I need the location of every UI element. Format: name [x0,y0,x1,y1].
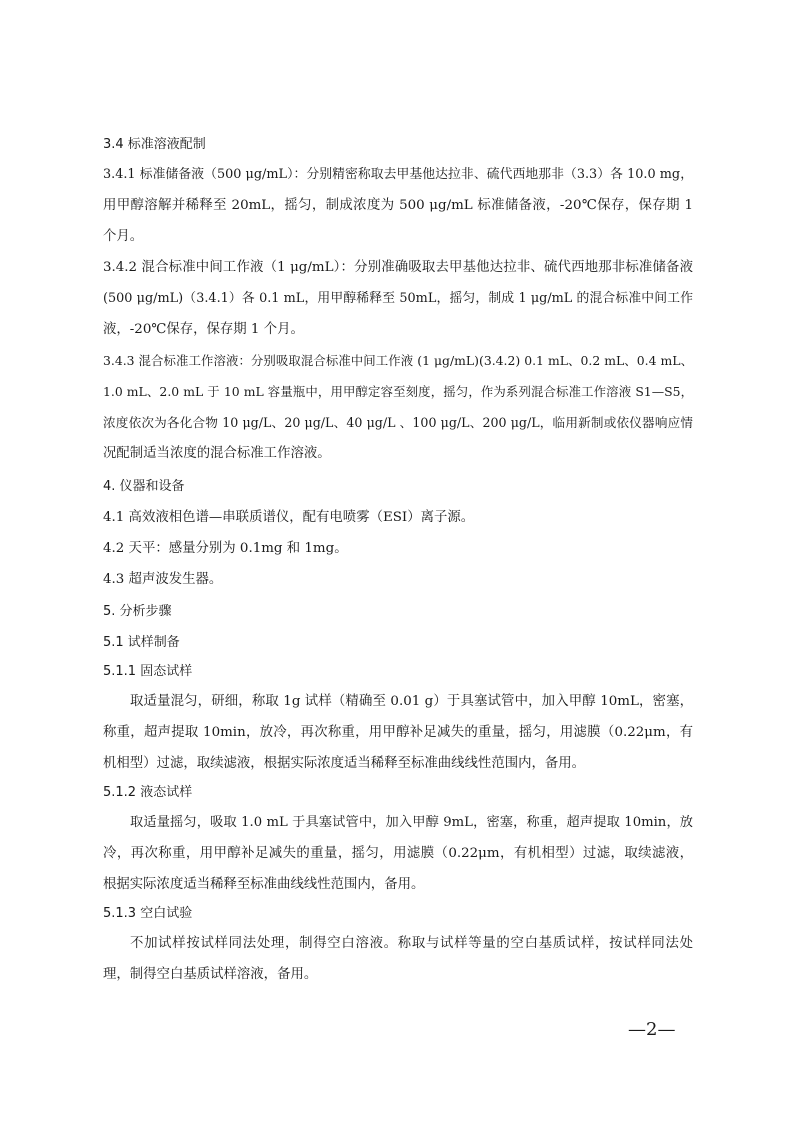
section-heading-3-4: 3.4 标准溶液配制 [103,137,206,152]
item-4-1: 4.1 高效液相色谱—串联质谱仪，配有电喷雾（ESI）离子源。 [103,510,475,525]
paragraph-3-4-1-line-2: 用甲醇溶解并稀释至 20mL，摇匀，制成浓度为 500 μg/mL 标准储备液，-20℃保存，保存期 1 [103,198,693,213]
paragraph-5-1-1-line-2: 称重，超声提取 10min，放冷，再次称重，用甲醇补足减失的重量，摇匀，用滤膜（0.22μm，有 [103,725,693,740]
paragraph-5-1-2-line-1: 取适量摇匀，吸取 1.0 mL 于具塞试管中，加入甲醇 9mL，密塞，称重，超声提取 10min，放 [130,815,693,830]
paragraph-3-4-2-line-2: (500 μg/mL)（3.4.1）各 0.1 mL，用甲醇稀释至 50mL，摇匀，制成 1 μg/mL 的混合标准中间工作 [103,291,693,306]
paragraph-3-4-1-line-3: 个月。 [103,229,144,244]
paragraph-5-1-2-line-2: 冷，再次称重，用甲醇补足减失的重量，摇匀，用滤膜（0.22μm，有机相型）过滤，取续滤液， [103,846,693,861]
paragraph-3-4-2-line-1: 3.4.2 混合标准中间工作液（1 μg/mL）：分别准确吸取去甲基他达拉非、硫代西地那非标准储备液 [103,260,693,275]
paragraph-5-1-3-line-2: 理，制得空白基质试样溶液，备用。 [103,967,318,982]
paragraph-3-4-3-line-4: 况配制适当浓度的混合标准工作溶液。 [103,446,331,461]
paragraph-3-4-1-line-1: 3.4.1 标准储备液（500 μg/mL）：分别精密称取去甲基他达拉非、硫代西地那非（3.3）各 10.0 mg， [103,167,693,182]
page-number: —2— [628,1019,676,1040]
paragraph-5-1-1-line-3: 机相型）过滤，取续滤液，根据实际浓度适当稀释至标准曲线线性范围内，备用。 [103,756,586,771]
section-heading-4: 4. 仪器和设备 [103,479,185,494]
section-heading-5-1-2: 5.1.2 液态试样 [103,785,193,800]
paragraph-5-1-2-line-3: 根据实际浓度适当稀释至标准曲线线性范围内，备用。 [103,877,425,892]
paragraph-5-1-1-line-1: 取适量混匀，研细，称取 1g 试样（精确至 0.01 g）于具塞试管中，加入甲醇 10mL，密塞， [130,694,693,709]
section-heading-5-1-1: 5.1.1 固态试样 [103,664,193,679]
paragraph-3-4-3-line-3: 浓度依次为各化合物 10 μg/L、20 μg/L、40 μg/L 、100 μg/L、200 μg/L，临用新制或依仪器响应情 [103,415,693,430]
paragraph-3-4-3-line-2: 1.0 mL、2.0 mL 于 10 mL 容量瓶中，用甲醇定容至刻度，摇匀，作为系列混合标准工作溶液 S1—S5， [103,384,693,399]
section-heading-5: 5. 分析步骤 [103,604,172,619]
item-4-2: 4.2 天平：感量分别为 0.1mg 和 1mg。 [103,541,348,556]
paragraph-3-4-3-line-1: 3.4.3 混合标准工作溶液：分别吸取混合标准中间工作液 (1 μg/mL)(3.4.2) 0.1 mL、0.2 mL、0.4 mL、 [103,353,693,368]
item-4-3: 4.3 超声波发生器。 [103,572,223,587]
paragraph-3-4-2-line-3: 液，-20℃保存，保存期 1 个月。 [103,322,304,337]
section-heading-5-1-3: 5.1.3 空白试验 [103,906,193,921]
section-heading-5-1: 5.1 试样制备 [103,635,180,650]
paragraph-5-1-3-line-1: 不加试样按试样同法处理，制得空白溶液。称取与试样等量的空白基质试样，按试样同法处 [130,936,693,951]
